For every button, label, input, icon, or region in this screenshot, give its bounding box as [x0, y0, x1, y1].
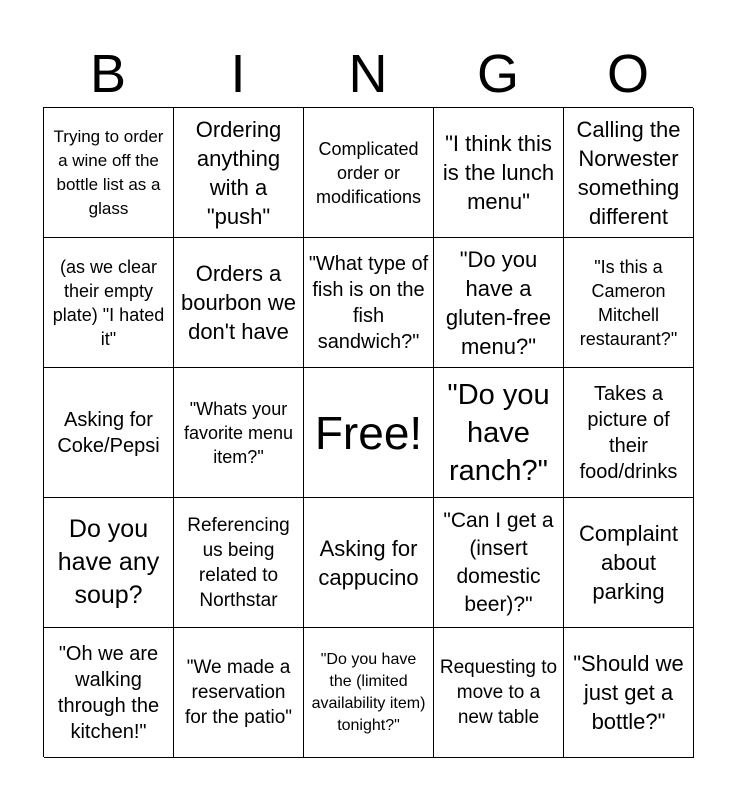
- bingo-cell[interactable]: [174, 108, 304, 238]
- bingo-cell[interactable]: [44, 238, 174, 368]
- bingo-cell[interactable]: [304, 108, 434, 238]
- cell-text: "What type of fish is on the fish sandwich?": [308, 252, 429, 353]
- bingo-cell[interactable]: [564, 628, 694, 758]
- cell-text: Complaint about parking: [578, 521, 679, 604]
- cell-text: "Is this a Cameron Mitchell restaurant?": [579, 256, 678, 349]
- cell-text: Asking for Coke/Pepsi: [57, 408, 160, 457]
- cell-text: Orders a bourbon we don't have: [181, 261, 296, 344]
- bingo-cell[interactable]: [434, 368, 564, 498]
- cell-text: "I think this is the lunch menu": [442, 131, 555, 214]
- cell-text: Do you have any soup?: [57, 515, 160, 609]
- bingo-cell[interactable]: [44, 628, 174, 758]
- cell-text: "Should we just get a bottle?": [573, 651, 684, 734]
- header-letter-n: N: [348, 44, 388, 104]
- bingo-cell[interactable]: [304, 628, 434, 758]
- header-letter-g: G: [476, 44, 519, 104]
- cell-text: Trying to order a wine off the bottle list as a glass: [53, 126, 164, 218]
- free-space-label: Free!: [314, 406, 423, 459]
- cell-text: Takes a picture of their food/drinks: [579, 382, 678, 483]
- bingo-cell[interactable]: [564, 238, 694, 368]
- cell-text: "Do you have the (limited availability item) tonight?": [311, 650, 426, 734]
- bingo-cell[interactable]: [174, 498, 304, 628]
- bingo-cell[interactable]: [434, 498, 564, 628]
- bingo-cell[interactable]: [174, 368, 304, 498]
- cell-text: "Do you have a gluten-free menu?": [445, 246, 552, 359]
- bingo-card: [43, 107, 693, 757]
- cell-text: "Whats your favorite menu item?": [183, 398, 294, 467]
- bingo-cell[interactable]: [564, 108, 694, 238]
- bingo-cell[interactable]: [434, 238, 564, 368]
- cell-text: Asking for cappucino: [318, 535, 419, 590]
- free-space-cell[interactable]: [304, 368, 434, 498]
- header-letter-b: B: [89, 44, 127, 104]
- bingo-cell[interactable]: [44, 498, 174, 628]
- cell-text: "Oh we are walking through the kitchen!": [57, 642, 160, 743]
- cell-text: Complicated order or modifications: [315, 138, 422, 207]
- cell-text: "We made a reservation for the patio": [184, 657, 293, 728]
- bingo-cell[interactable]: [564, 498, 694, 628]
- bingo-header: [43, 42, 693, 106]
- cell-text: (as we clear their empty plate) "I hated it": [52, 256, 165, 349]
- header-letter-o: O: [606, 44, 649, 104]
- bingo-cell[interactable]: [174, 628, 304, 758]
- cell-text: "Can I get a (insert domestic beer)?": [443, 508, 554, 616]
- header-letter-i: I: [230, 44, 246, 104]
- bingo-cell[interactable]: [304, 498, 434, 628]
- bingo-cell[interactable]: [44, 368, 174, 498]
- bingo-cell[interactable]: [304, 238, 434, 368]
- bingo-cell[interactable]: [434, 108, 564, 238]
- cell-text: "Do you have ranch?": [447, 378, 550, 487]
- cell-text: Calling the Norwester something different: [576, 116, 681, 229]
- cell-text: Requesting to move to a new table: [439, 657, 558, 728]
- bingo-cell[interactable]: [174, 238, 304, 368]
- cell-text: Ordering anything with a "push": [195, 116, 282, 229]
- bingo-cell[interactable]: [564, 368, 694, 498]
- bingo-cell[interactable]: [44, 108, 174, 238]
- cell-text: Referencing us being related to Northstar: [187, 514, 290, 611]
- bingo-cell[interactable]: [434, 628, 564, 758]
